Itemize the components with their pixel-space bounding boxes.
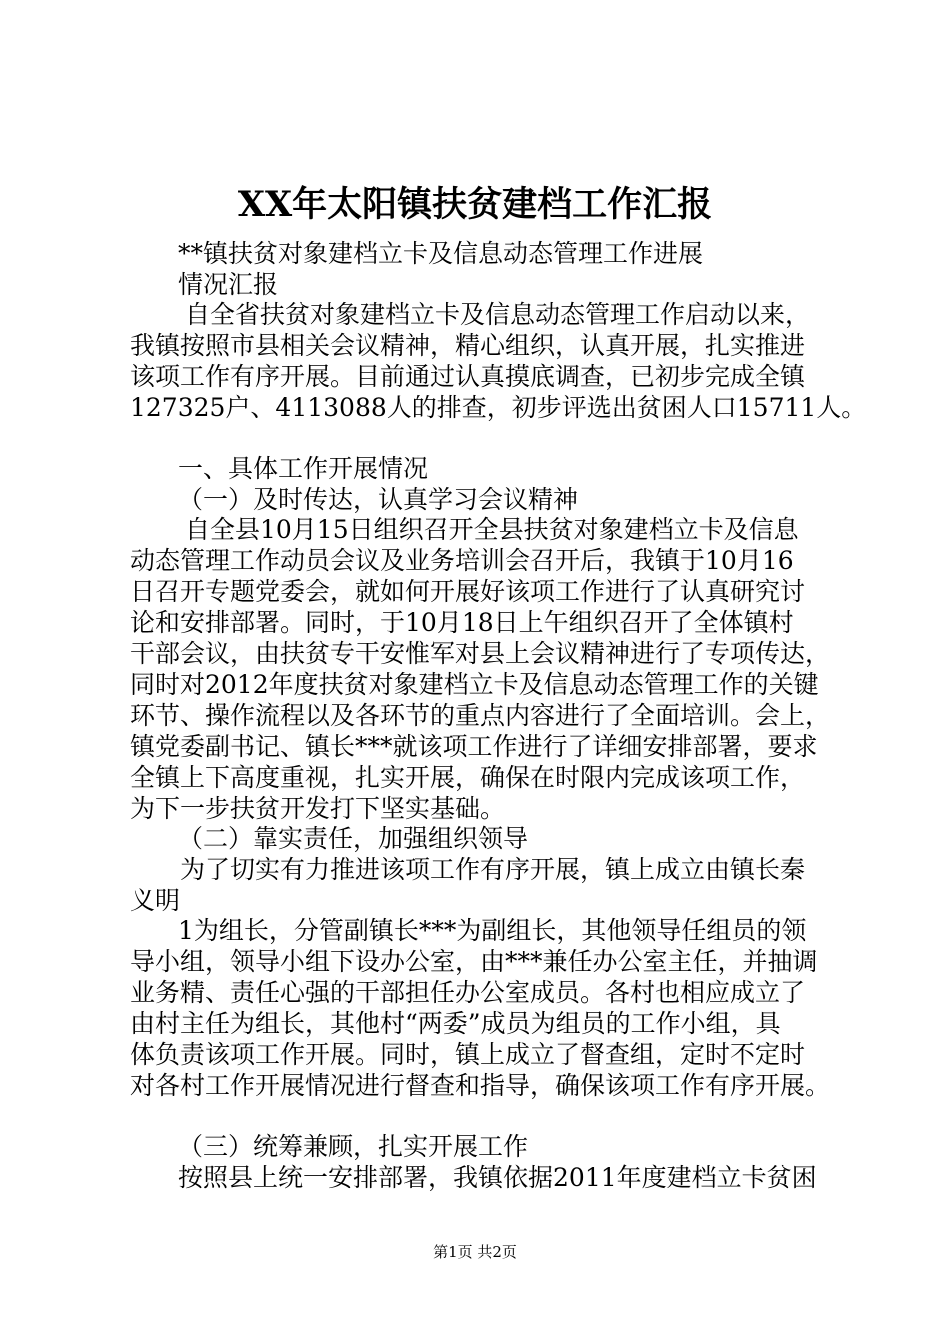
subtitle-line-1: **镇扶贫对象建档立卡及信息动态管理工作进展 [178,239,704,268]
subsection-heading: （三）统筹兼顾，扎实开展工作 [178,1132,529,1161]
subtitle-line-2: 情况汇报 [178,270,279,299]
page-footer: 第1页 共2页 [433,1243,517,1261]
section-heading: 一、具体工作开展情况 [178,454,429,483]
paragraph-line: 1为组长，分管副镇长***为副组长，其他领导任组员的领 [178,916,807,945]
paragraph-line: 自全省扶贫对象建档立卡及信息动态管理工作启动以来， [185,300,811,329]
paragraph-line: 导小组，领导小组下设办公室，由***兼任办公室主任，并抽调 [130,947,818,976]
paragraph-line: 为了切实有力推进该项工作有序开展，镇上成立由镇长秦 [180,855,806,884]
paragraph-line: 日召开专题党委会，就如何开展好该项工作进行了认真研究讨 [130,577,806,606]
paragraph-line: 环节、操作流程以及各环节的重点内容进行了全面培训。会上， [130,701,831,730]
paragraph-line: 镇党委副书记、镇长***就该项工作进行了详细安排部署，要求 [130,732,818,761]
paragraph-line: 全镇上下高度重视，扎实开展，确保在时限内完成该项工作， [130,763,806,792]
paragraph-line: 127325户、4113088人的排查，初步评选出贫困人口15711人。 [130,393,867,422]
subsection-heading: （一）及时传达，认真学习会议精神 [178,485,579,514]
paragraph-line: 按照县上统一安排部署，我镇依据2011年度建档立卡贫困 [178,1163,817,1192]
subsection-heading: （二）靠实责任，加强组织领导 [178,824,529,853]
paragraph-line: 对各村工作开展情况进行督查和指导，确保该项工作有序开展。 [130,1071,831,1100]
paragraph-line: 义明 [130,886,181,915]
paragraph-line: 为下一步扶贫开发打下坚实基础。 [130,794,506,823]
paragraph-line: 业务精、责任心强的干部担任办公室成员。各村也相应成立了 [130,978,806,1007]
paragraph-line: 我镇按照市县相关会议精神，精心组织，认真开展，扎实推进 [130,331,806,360]
paragraph-line: 同时对2012年度扶贫对象建档立卡及信息动态管理工作的关键 [130,670,819,699]
paragraph-line: 干部会议，由扶贫专干安惟军对县上会议精神进行了专项传达， [130,639,831,668]
paragraph-line: 自全县10月15日组织召开全县扶贫对象建档立卡及信息 [185,515,799,544]
paragraph-line: 该项工作有序开展。目前通过认真摸底调查，已初步完成全镇 [130,362,806,391]
paragraph-line: 体负责该项工作开展。同时，镇上成立了督查组，定时不定时 [130,1040,806,1069]
paragraph-line: 由村主任为组长，其他村“两委”成员为组员的工作小组，具 [130,1009,781,1038]
paragraph-line: 动态管理工作动员会议及业务培训会召开后，我镇于10月16 [130,546,794,575]
paragraph-line: 论和安排部署。同时，于10月18日上午组织召开了全体镇村 [130,608,794,637]
document-title: XX年太阳镇扶贫建档工作汇报 [237,184,713,225]
